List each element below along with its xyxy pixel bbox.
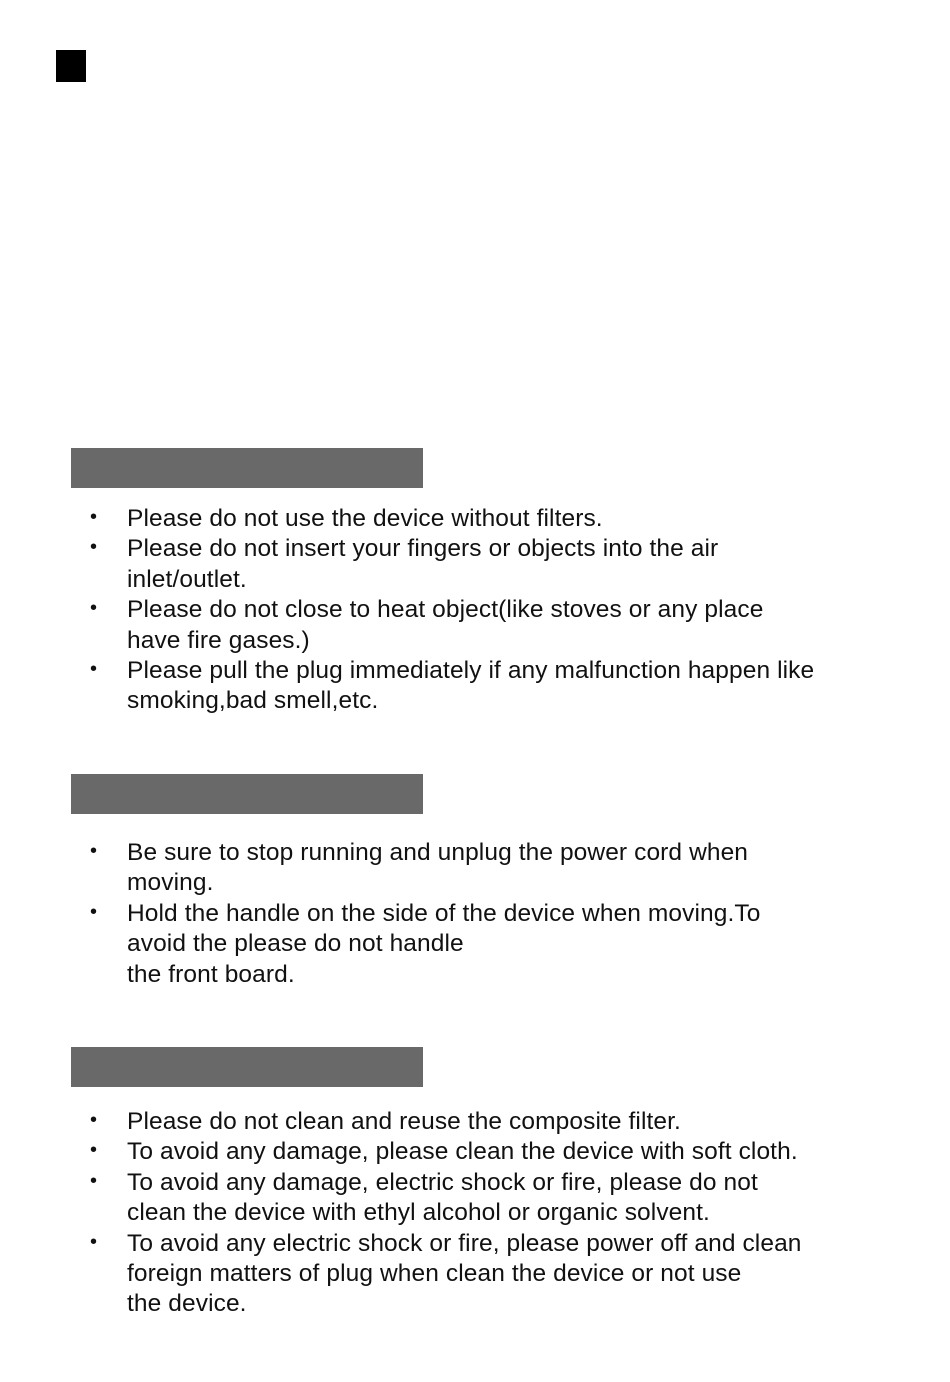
bullet-icon: • [90,536,98,559]
list-item-text: Please do not close to heat object(like stoves or any place have fire gases.) [127,596,764,654]
bullet-icon: • [90,1230,98,1253]
list-item-text: Please do not clean and reuse the composite filter. [127,1108,681,1135]
bullet-icon: • [90,1139,98,1162]
caution-list-1 [86,504,936,717]
list-item [86,504,936,534]
section-heading-bar-3 [71,1047,423,1087]
list-item-text: To avoid any damage, please clean the device with soft cloth. [127,1138,798,1166]
list-item-text: Please pull the plug immediately if any malfunction happen like smoking,bad smell,etc. [127,657,815,715]
caution-list-3 [86,1107,936,1320]
list-item [86,899,936,990]
bullet-icon: • [90,658,98,681]
bullet-icon: • [90,506,98,528]
bullet-icon: • [90,1169,98,1192]
list-item [86,534,936,595]
list-item [86,595,936,656]
list-item-text: To avoid any damage, electric shock or fire, please do not clean the device with ethyl alcohol or organic solvent. [127,1168,758,1227]
bullet-icon: • [90,900,98,923]
list-item-text: To avoid any electric shock or fire, please power off and clean foreign matters of plug when clean the device or not use the device. [127,1229,802,1318]
list-item [86,1229,936,1320]
list-item [86,1137,936,1167]
section-heading-bar-1 [71,448,423,488]
list-item [86,838,936,899]
bullet-icon: • [90,840,98,862]
list-item [86,1168,936,1229]
list-item-text: Please do not insert your fingers or objects into the air inlet/outlet. [127,535,719,593]
bullet-icon: • [90,597,98,620]
list-item-text: Hold the handle on the side of the device when moving.To avoid the please do not handle the front board. [127,899,761,988]
list-item [86,1107,936,1137]
section-marker-square [56,50,86,82]
bullet-icon: • [90,1109,98,1131]
list-item-text: Be sure to stop running and unplug the power cord when moving. [127,839,749,897]
section-heading-bar-2 [71,774,423,814]
list-item [86,656,936,717]
caution-list-2 [86,838,936,990]
list-item-text: Please do not use the device without filters. [127,505,603,532]
